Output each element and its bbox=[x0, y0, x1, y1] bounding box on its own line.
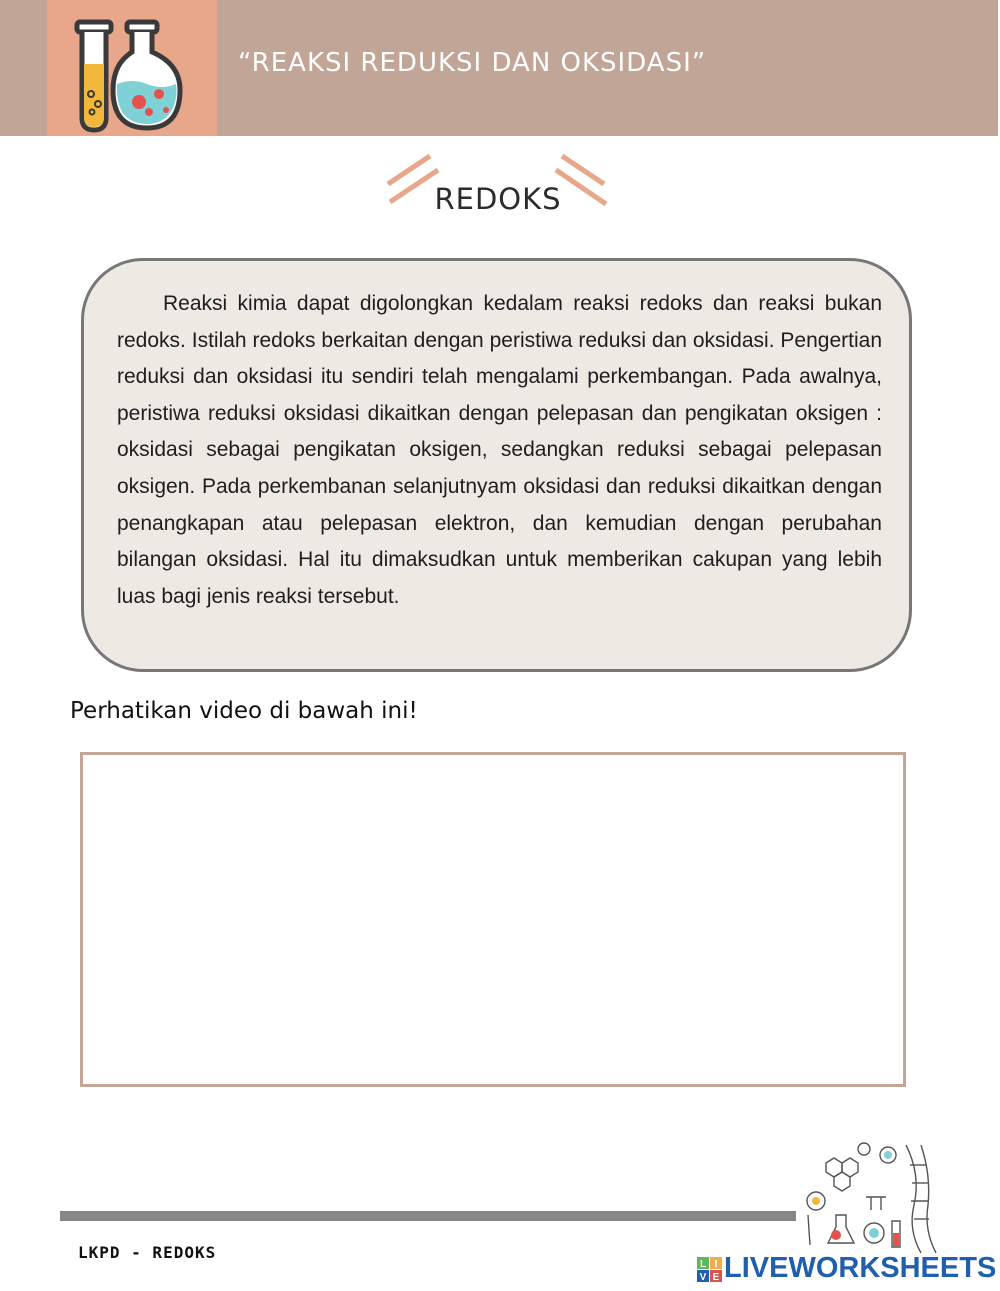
footer-label: LKPD - REDOKS bbox=[78, 1243, 217, 1262]
liveworksheets-logo-icon bbox=[697, 1257, 723, 1283]
brand-name: LIVEWORKSHEETS bbox=[724, 1252, 997, 1284]
footer-divider bbox=[60, 1211, 796, 1221]
intro-text-box bbox=[81, 258, 912, 672]
logo-letter: L bbox=[699, 1259, 707, 1270]
header-banner bbox=[0, 0, 998, 136]
science-doodle-icon bbox=[796, 1135, 956, 1260]
page-title: REDOKS bbox=[434, 182, 562, 216]
page-title-group bbox=[380, 150, 620, 220]
video-instruction: Perhatikan video di bawah ini! bbox=[70, 698, 418, 724]
logo-letter: V bbox=[699, 1272, 707, 1283]
chemistry-glassware-icon bbox=[47, 0, 217, 136]
video-frame[interactable] bbox=[80, 752, 906, 1087]
logo-box bbox=[47, 0, 217, 136]
intro-paragraph: Reaksi kimia dapat digolongkan kedalam reaksi redoks dan reaksi bukan redoks. Istilah redoks berkaitan dengan peristiwa reduksi dan oksidasi. Pengertian reduksi dan oksidasi itu sendiri telah mengalami perkembangan. Pada awalnya, peristiwa reduksi oksidasi dikaitkan dengan pelepasan dan pengikatan oksigen : oksidasi sebagai pengikatan oksigen, sedangkan reduksi sebagai pelepasan oksigen. Pada perkembanan selanjutnyam oksidasi dan reduksi dikaitkan dengan penangkapan atau pelepasan elektron, dan kemudian dengan perubahan bilangan oksidasi. Hal itu dimaksudkan untuk memberikan cakupan yang lebih luas bagi jenis reaksi tersebut. bbox=[117, 292, 882, 608]
header-title: “REAKSI REDUKSI DAN OKSIDASI” bbox=[238, 48, 707, 78]
logo-letter: I bbox=[714, 1259, 718, 1270]
logo-letter: E bbox=[712, 1272, 720, 1283]
